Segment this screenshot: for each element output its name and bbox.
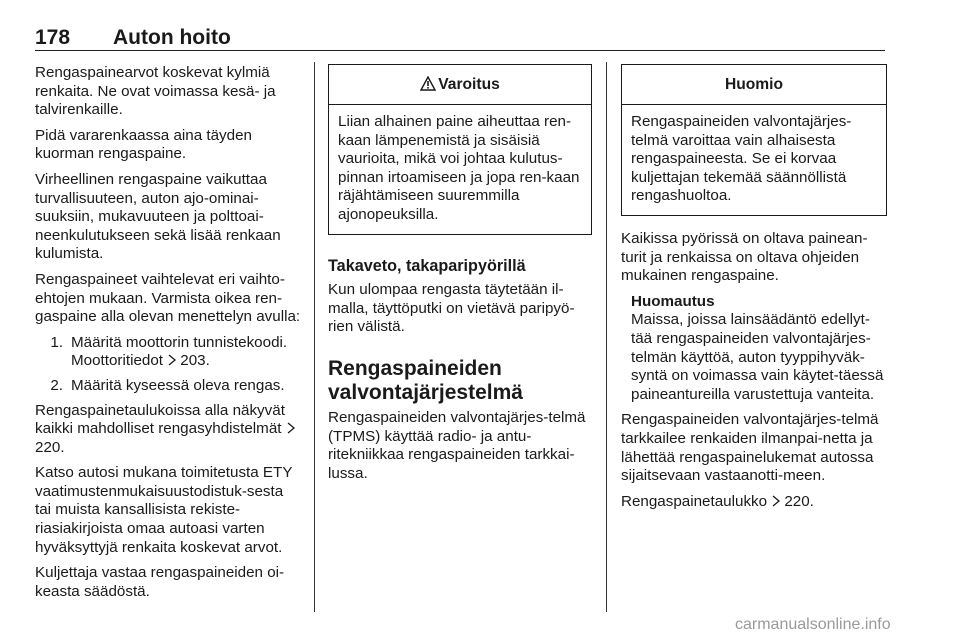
warning-box xyxy=(328,64,592,235)
notice-title: Huomio xyxy=(622,65,886,105)
paragraph: Katso autosi mukana toimitetusta ETY vaatimustenmukaisuustodistuk-sesta tai muista kansallisista rekiste-riasiakirjoista omaa autoasi varten hyväksyttyjä renkaita koskevat arvot. xyxy=(35,464,293,556)
warning-triangle-icon xyxy=(420,76,436,91)
notice-text: Rengaspaineiden valvontajärjes-telmä varoittaa vain alhaisesta rengaspaineesta. Se ei korvaa kuljettajan tekemää säännöllistä rengashuoltoa. xyxy=(631,113,852,205)
warning-text: Liian alhainen paine aiheuttaa ren-kaan lämpenemistä ja sisäisiä vaurioita, mikä voi johtaa kulutus-pinnan irtoamiseen ja jopa ren-kaan räjähtämiseen suuremmilla ajonopeuksilla. xyxy=(338,113,580,223)
chapter-title: Auton hoito xyxy=(113,26,231,49)
paragraph: Kaikissa pyörissä on oltava painean-turit ja renkaissa on oltava ohjeiden mukainen rengaspaine. xyxy=(621,229,868,285)
list-text: Määritä kyseessä oleva rengas. xyxy=(71,376,285,394)
column-2 xyxy=(328,64,592,490)
paragraph: Rengaspainetaulukko 220. xyxy=(621,492,814,510)
paragraph: Rengaspaineiden valvontajärjes-telmä tarkkailee renkaiden ilmanpai-netta ja lähettää rengaspainelukemat autossa sijaitsevaan vastaanotti-meen. xyxy=(621,411,879,485)
note xyxy=(621,293,887,405)
note-text: Maissa, joissa lainsäädäntö edellyt-tää rengaspaineiden valvontajärjes-telmän käyttöä, auton tyyppihyväk-syntä on voimassa vain käytet-täessä paineantureilla varustettuja vanteita. xyxy=(631,311,884,403)
list-item xyxy=(35,334,301,371)
paragraph: Virheellinen rengaspaine vaikuttaa turvallisuuteen, auton ajo-ominai-suuksiin, mukavuuteen ja polttoai-neenkulutukseen sekä lisää renkaan kulumista. xyxy=(35,170,281,263)
xref-link[interactable] xyxy=(771,493,814,510)
list-item xyxy=(35,377,301,396)
xref-page: 203. xyxy=(180,352,210,370)
page-ref-icon xyxy=(771,495,781,507)
warning-title: Varoitus xyxy=(329,65,591,105)
column-3 xyxy=(621,64,887,518)
column-divider-1 xyxy=(314,62,315,612)
paragraph: Rengaspaineiden valvontajärjes-telmä (TPMS) käyttää radio- ja antu-ritekniikkaa rengaspaineiden tarkkai-lussa. xyxy=(328,408,586,482)
list-number: 2. xyxy=(50,376,63,394)
page-ref-icon xyxy=(167,354,177,366)
xref-link[interactable] xyxy=(167,352,210,369)
paragraph: Rengaspainearvot koskevat kylmiä renkaita. Ne ovat voimassa kesä- ja talvirenkaille. xyxy=(35,64,276,119)
column-1 xyxy=(35,64,301,608)
page-number: 178 xyxy=(35,26,71,49)
page-ref-icon xyxy=(286,422,296,434)
paragraph: Pidä vararenkaassa aina täyden kuorman rengaspaine. xyxy=(35,126,252,163)
page-header xyxy=(35,26,885,52)
list-number: 1. xyxy=(50,333,63,351)
column-divider-2 xyxy=(606,62,607,612)
header-rule xyxy=(35,50,885,51)
note-title: Huomautus xyxy=(631,292,715,310)
paragraph: Rengaspaineet vaihtelevat eri vaihto-ehtojen mukaan. Varmista oikea ren-gaspaine alla olevan menettelyn avulla: xyxy=(35,270,301,326)
paragraph: Kuljettaja vastaa rengaspaineiden oi-keasta säädöstä. xyxy=(35,564,285,600)
notice-box xyxy=(621,64,887,216)
list-text: Määritä moottorin tunnistekoodi. Moottoritiedot xyxy=(71,333,288,370)
xref-page: 220. xyxy=(35,438,65,456)
section-heading: Takaveto, takaparipyörillä xyxy=(328,256,526,275)
paragraph: Kun ulompaa rengasta täytetään il-malla, täyttöputki on vietävä paripyö-rien välistä. xyxy=(328,281,575,336)
watermark: carmanualsonline.info xyxy=(735,616,891,633)
xref-page: 220. xyxy=(784,492,814,510)
paragraph: Rengaspainetaulukoissa alla näkyvät kaikki mahdolliset rengasyhdistelmät 220. xyxy=(35,402,301,458)
section-title: Rengaspaineiden valvontajärjestelmä xyxy=(328,356,523,404)
